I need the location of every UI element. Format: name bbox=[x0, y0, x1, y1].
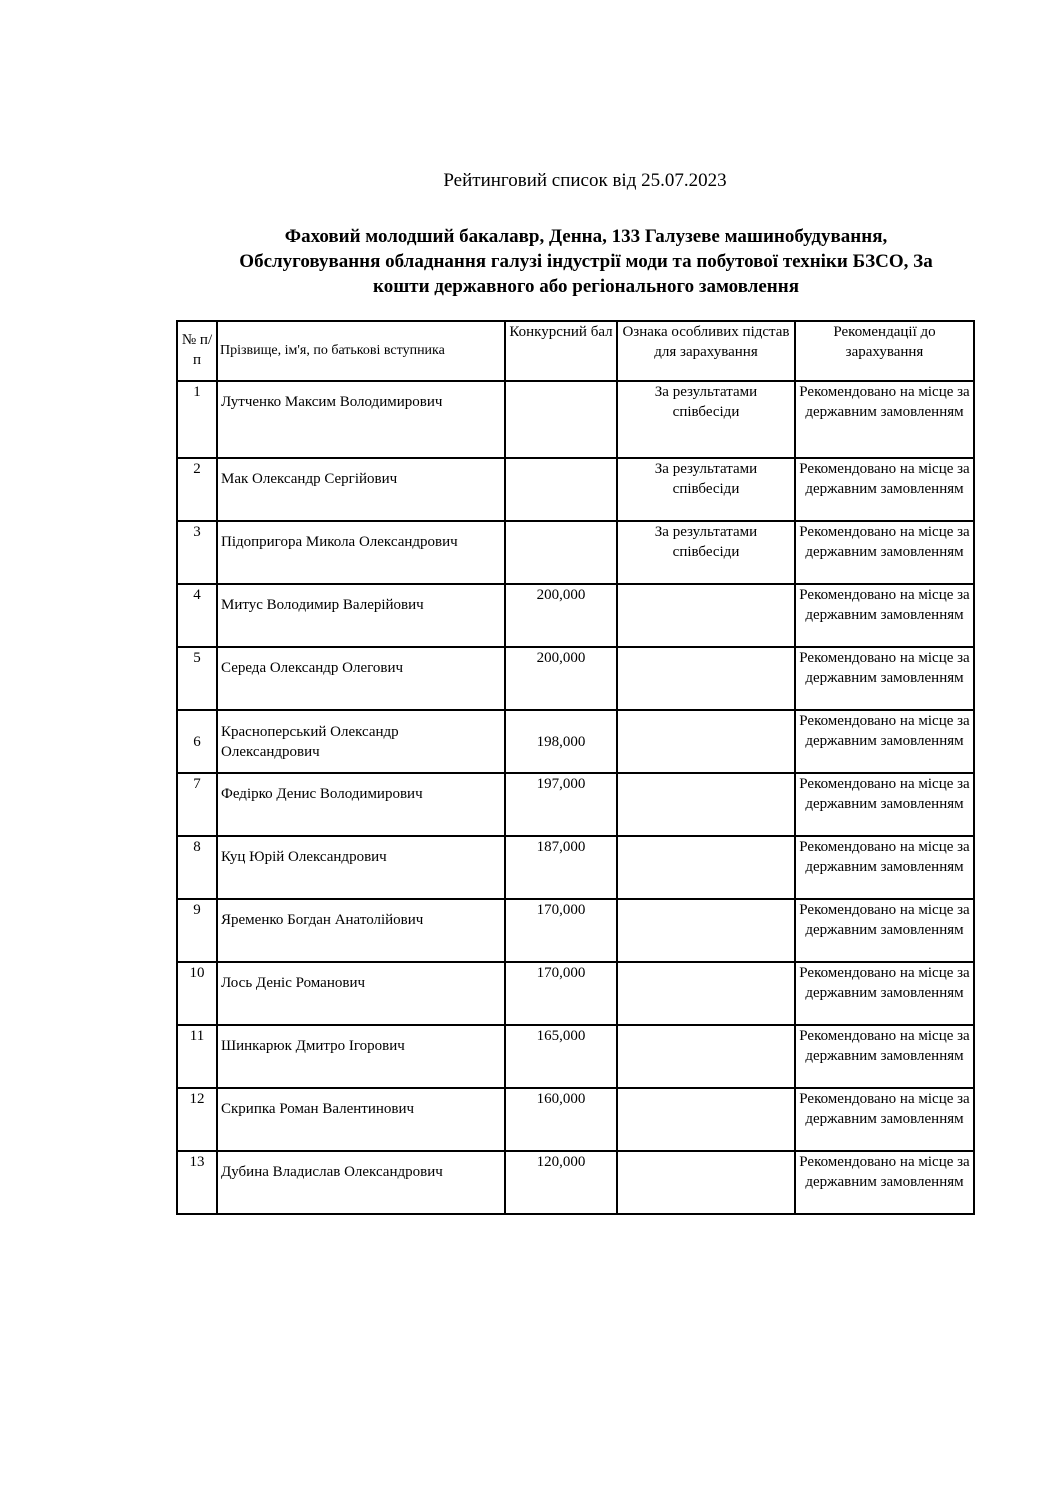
recommendation: Рекомендовано на місце за державним замовленням bbox=[799, 461, 970, 497]
special-basis: За результатами співбесіди bbox=[654, 384, 758, 420]
applicant-name: Федірко Денис Володимирович bbox=[221, 786, 423, 802]
main-title-line: Фаховий молодший бакалавр, Денна, 133 Галузеве машинобудування, bbox=[284, 226, 888, 247]
competitive-score-cell bbox=[505, 710, 617, 773]
competitive-score: 198,000 bbox=[536, 733, 586, 750]
row-number-cell bbox=[177, 773, 217, 836]
competitive-score-cell bbox=[505, 962, 617, 1025]
special-basis-cell bbox=[617, 773, 795, 836]
table-body bbox=[177, 381, 974, 1214]
table-header-row bbox=[177, 321, 974, 381]
row-number-cell bbox=[177, 899, 217, 962]
recommendation-cell bbox=[795, 773, 974, 836]
recommendation: Рекомендовано на місце за державним замовленням bbox=[799, 965, 970, 1001]
row-number: 4 bbox=[193, 587, 201, 603]
competitive-score: 197,000 bbox=[536, 776, 586, 792]
recommendation-cell bbox=[795, 710, 974, 773]
recommendation: Рекомендовано на місце за державним замовленням bbox=[799, 839, 970, 875]
applicant-name: Красноперський Олександр Олександрович bbox=[221, 723, 399, 760]
main-title-line: Обслуговування обладнання галузі індустрії моди та побутової техніки БЗСО, За bbox=[239, 251, 933, 272]
competitive-score-cell bbox=[505, 773, 617, 836]
recommendation: Рекомендовано на місце за державним замовленням bbox=[799, 524, 970, 560]
applicant-name: Яременко Богдан Анатолійович bbox=[221, 912, 424, 928]
applicant-name-cell bbox=[217, 521, 505, 584]
recommendation: Рекомендовано на місце за державним замовленням bbox=[799, 713, 970, 749]
applicant-name: Митус Володимир Валерійович bbox=[221, 597, 424, 613]
date-title: Рейтинговий список від 25.07.2023 bbox=[443, 170, 727, 191]
header-basis: Ознака особливих підстав для зарахування bbox=[617, 321, 795, 381]
competitive-score: 200,000 bbox=[536, 650, 586, 666]
row-number: 7 bbox=[193, 776, 201, 792]
row-number-cell bbox=[177, 584, 217, 647]
recommendation-cell bbox=[795, 647, 974, 710]
competitive-score-cell bbox=[505, 584, 617, 647]
competitive-score-cell bbox=[505, 1151, 617, 1214]
competitive-score-cell bbox=[505, 647, 617, 710]
applicant-name: Лось Деніс Романович bbox=[221, 975, 366, 991]
table-row bbox=[177, 584, 974, 647]
recommendation: Рекомендовано на місце за державним замовленням bbox=[799, 1091, 970, 1127]
row-number-cell bbox=[177, 521, 217, 584]
recommendation-cell bbox=[795, 962, 974, 1025]
special-basis-cell bbox=[617, 521, 795, 584]
competitive-score: 200,000 bbox=[536, 587, 586, 603]
table-row bbox=[177, 1088, 974, 1151]
competitive-score-cell bbox=[505, 836, 617, 899]
main-title-line: кошти державного або регіонального замовлення bbox=[373, 276, 799, 297]
row-number-cell bbox=[177, 381, 217, 458]
applicant-name-cell bbox=[217, 381, 505, 458]
recommendation-cell bbox=[795, 584, 974, 647]
recommendation: Рекомендовано на місце за державним замовленням bbox=[799, 1154, 970, 1190]
special-basis-cell bbox=[617, 458, 795, 521]
row-number-cell bbox=[177, 647, 217, 710]
row-number: 12 bbox=[189, 1091, 205, 1107]
header-recommendation: Рекомендації до зарахування bbox=[795, 321, 974, 381]
special-basis-cell bbox=[617, 1151, 795, 1214]
applicant-name-cell bbox=[217, 647, 505, 710]
recommendation-cell bbox=[795, 1151, 974, 1214]
row-number: 2 bbox=[193, 461, 201, 477]
applicant-name-cell bbox=[217, 710, 505, 773]
applicant-name-cell bbox=[217, 458, 505, 521]
competitive-score-cell bbox=[505, 899, 617, 962]
table-row bbox=[177, 899, 974, 962]
header-score: Конкурсний бал bbox=[505, 321, 617, 381]
special-basis: За результатами співбесіди bbox=[654, 524, 758, 560]
row-number: 6 bbox=[193, 733, 201, 750]
row-number-cell bbox=[177, 458, 217, 521]
recommendation-cell bbox=[795, 1088, 974, 1151]
table-row bbox=[177, 1025, 974, 1088]
applicant-name: Підопригора Микола Олександрович bbox=[221, 534, 458, 550]
applicant-name: Дубина Владислав Олександрович bbox=[221, 1164, 443, 1180]
table-row bbox=[177, 458, 974, 521]
applicant-name-cell bbox=[217, 1025, 505, 1088]
recommendation-cell bbox=[795, 836, 974, 899]
special-basis-cell bbox=[617, 381, 795, 458]
row-number: 9 bbox=[193, 902, 201, 918]
rating-table bbox=[176, 320, 975, 1215]
recommendation-cell bbox=[795, 458, 974, 521]
row-number-cell bbox=[177, 962, 217, 1025]
special-basis: За результатами співбесіди bbox=[654, 461, 758, 497]
recommendation-cell bbox=[795, 381, 974, 458]
recommendation: Рекомендовано на місце за державним замовленням bbox=[799, 587, 970, 623]
table-row bbox=[177, 962, 974, 1025]
applicant-name: Середа Олександр Олегович bbox=[221, 660, 404, 676]
row-number-cell bbox=[177, 836, 217, 899]
special-basis-cell bbox=[617, 1025, 795, 1088]
row-number: 11 bbox=[189, 1028, 205, 1044]
table-row bbox=[177, 1151, 974, 1214]
competitive-score: 170,000 bbox=[536, 902, 586, 918]
competitive-score-cell bbox=[505, 1025, 617, 1088]
special-basis-cell bbox=[617, 584, 795, 647]
applicant-name: Лутченко Максим Володимирович bbox=[221, 394, 443, 410]
row-number-cell bbox=[177, 1088, 217, 1151]
row-number-cell bbox=[177, 1151, 217, 1214]
special-basis-cell bbox=[617, 899, 795, 962]
table-row bbox=[177, 836, 974, 899]
applicant-name: Шинкарюк Дмитро Ігорович bbox=[221, 1038, 405, 1054]
applicant-name-cell bbox=[217, 962, 505, 1025]
applicant-name-cell bbox=[217, 899, 505, 962]
row-number: 10 bbox=[189, 965, 205, 981]
table-row bbox=[177, 381, 974, 458]
competitive-score: 170,000 bbox=[536, 965, 586, 981]
applicant-name-cell bbox=[217, 1151, 505, 1214]
recommendation: Рекомендовано на місце за державним замовленням bbox=[799, 650, 970, 686]
special-basis-cell bbox=[617, 710, 795, 773]
table-row bbox=[177, 647, 974, 710]
applicant-name-cell bbox=[217, 773, 505, 836]
row-number: 13 bbox=[189, 1154, 205, 1170]
applicant-name-cell bbox=[217, 1088, 505, 1151]
row-number-cell bbox=[177, 710, 217, 773]
recommendation-cell bbox=[795, 521, 974, 584]
table-row bbox=[177, 521, 974, 584]
competitive-score: 160,000 bbox=[536, 1091, 586, 1107]
row-number: 5 bbox=[193, 650, 201, 666]
competitive-score: 187,000 bbox=[536, 839, 586, 855]
recommendation: Рекомендовано на місце за державним замовленням bbox=[799, 902, 970, 938]
recommendation: Рекомендовано на місце за державним замовленням bbox=[799, 384, 970, 420]
applicant-name: Мак Олександр Сергійович bbox=[221, 471, 398, 487]
special-basis-cell bbox=[617, 647, 795, 710]
competitive-score-cell bbox=[505, 381, 617, 458]
applicant-name: Скрипка Роман Валентинович bbox=[221, 1101, 415, 1117]
applicant-name: Куц Юрій Олександрович bbox=[221, 849, 387, 865]
row-number-cell bbox=[177, 1025, 217, 1088]
competitive-score-cell bbox=[505, 458, 617, 521]
competitive-score: 120,000 bbox=[536, 1154, 586, 1170]
applicant-name-cell bbox=[217, 584, 505, 647]
row-number: 8 bbox=[193, 839, 201, 855]
main-title bbox=[176, 224, 996, 299]
row-number: 1 bbox=[193, 384, 201, 400]
header-name: Прізвище, ім'я, по батькові вступника bbox=[217, 321, 505, 381]
competitive-score-cell bbox=[505, 521, 617, 584]
special-basis-cell bbox=[617, 836, 795, 899]
recommendation-cell bbox=[795, 899, 974, 962]
row-number: 3 bbox=[193, 524, 201, 540]
applicant-name-cell bbox=[217, 836, 505, 899]
special-basis-cell bbox=[617, 962, 795, 1025]
competitive-score: 165,000 bbox=[536, 1028, 586, 1044]
table-row bbox=[177, 773, 974, 836]
special-basis-cell bbox=[617, 1088, 795, 1151]
table-row bbox=[177, 710, 974, 773]
recommendation: Рекомендовано на місце за державним замовленням bbox=[799, 776, 970, 812]
recommendation: Рекомендовано на місце за державним замовленням bbox=[799, 1028, 970, 1064]
competitive-score-cell bbox=[505, 1088, 617, 1151]
recommendation-cell bbox=[795, 1025, 974, 1088]
header-num: № п/п bbox=[177, 321, 217, 381]
